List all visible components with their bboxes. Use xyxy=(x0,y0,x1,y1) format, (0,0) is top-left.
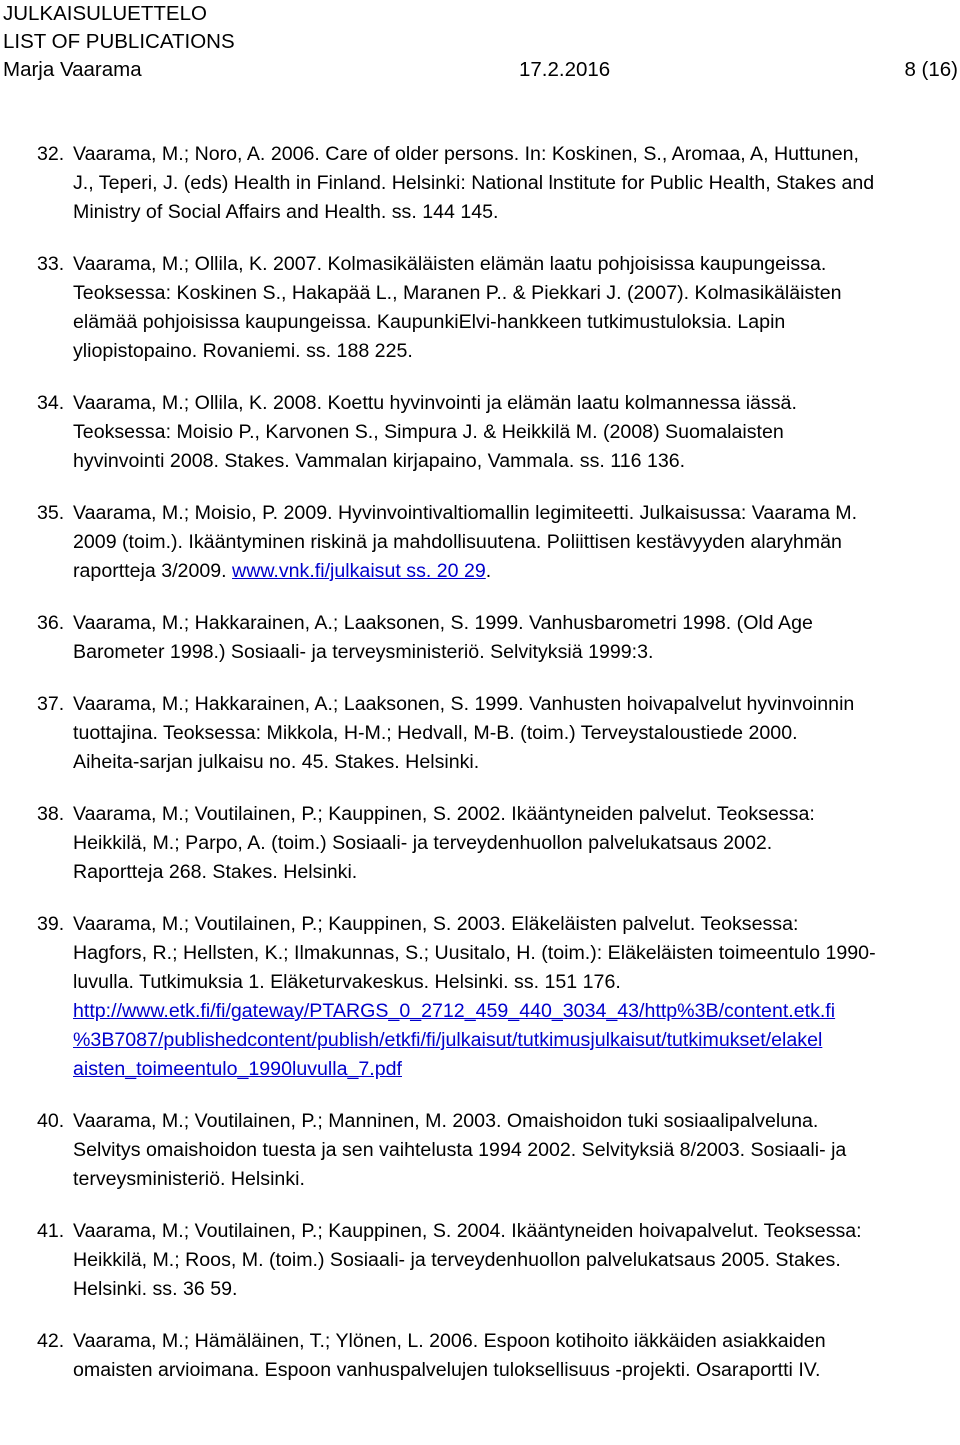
publication-number: 41. xyxy=(37,1220,65,1242)
publication-41 xyxy=(37,1217,957,1304)
publication-number: 42. xyxy=(37,1330,65,1352)
publication-35 xyxy=(37,499,957,586)
publication-line: luvulla. Tutkimuksia 1. Eläketurvakeskus. Helsinki. ss. 151 176. xyxy=(73,971,621,993)
publication-line: Vaarama, M.; Voutilainen, P.; Kauppinen, S. 2003. Eläkeläisten palvelut. Teoksessa: xyxy=(73,913,799,935)
header-meta-row xyxy=(3,56,958,84)
publication-line: Teoksessa: Koskinen S., Hakapää L., Maranen P.. & Piekkari J. (2007). Kolmasikäläisten xyxy=(73,282,842,304)
publication-number: 32. xyxy=(37,143,65,165)
publication-line: 2009 (toim.). Ikääntyminen riskinä ja mahdollisuutena. Poliittisen kestävyyden alaryhmän xyxy=(73,531,842,553)
publication-line: Helsinki. ss. 36 59. xyxy=(73,1278,238,1300)
publication-line: Selvitys omaishoidon tuesta ja sen vaihtelusta 1994 2002. Selvityksiä 8/2003. Sosiaali- ja xyxy=(73,1139,847,1161)
publication-text: raportteja 3/2009. xyxy=(73,560,233,582)
publication-line: J., Teperi, J. (eds) Health in Finland. Helsinki: National lnstitute for Public Health, Stakes and xyxy=(73,172,875,194)
publication-line: Vaarama, M.; Hakkarainen, A.; Laaksonen, S. 1999. Vanhusbarometri 1998. (Old Age xyxy=(73,612,813,634)
publication-number: 40. xyxy=(37,1110,65,1132)
publication-line: Aiheita-sarjan julkaisu no. 45. Stakes. Helsinki. xyxy=(73,751,480,773)
publication-42 xyxy=(37,1327,957,1385)
publication-line: Raportteja 268. Stakes. Helsinki. xyxy=(73,861,358,883)
publication-line: Teoksessa: Moisio P., Karvonen S., Simpura J. & Heikkilä M. (2008) Suomalaisten xyxy=(73,421,784,443)
page-header xyxy=(3,0,958,84)
publication-number: 35. xyxy=(37,502,65,524)
publication-32 xyxy=(37,140,957,227)
publication-line: Vaarama, M.; Ollila, K. 2008. Koettu hyvinvointi ja elämän laatu kolmannessa iässä. xyxy=(73,392,797,414)
header-date: 17.2.2016 xyxy=(519,58,611,81)
publication-38 xyxy=(37,800,957,887)
publication-number: 37. xyxy=(37,693,65,715)
publication-36 xyxy=(37,609,957,667)
publication-number: 33. xyxy=(37,253,65,275)
header-author: Marja Vaarama xyxy=(3,58,142,81)
publication-line: yliopistopaino. Rovaniemi. ss. 188 225. xyxy=(73,340,413,362)
publication-line: tuottajina. Teoksessa: Mikkola, H-M.; Hedvall, M-B. (toim.) Terveystaloustiede 2000. xyxy=(73,722,798,744)
etk-link-line-2[interactable]: %3B7087/publishedcontent/publish/etkfi/fi/julkaisut/tutkimusjulkaisut/tutkimukset/elakel xyxy=(73,1029,823,1051)
publication-line: Vaarama, M.; Noro, A. 2006. Care of older persons. In: Koskinen, S., Aromaa, A, Huttunen, xyxy=(73,143,859,165)
etk-link-line-1[interactable]: http://www.etk.fi/fi/gateway/PTARGS_0_2712_459_440_3034_43/http%3B/content.etk.fi xyxy=(73,1000,836,1022)
publication-line: Heikkilä, M.; Parpo, A. (toim.) Sosiaali- ja terveydenhuollon palvelukatsaus 2002. xyxy=(73,832,773,854)
publication-line: Vaarama, M.; Hämäläinen, T.; Ylönen, L. 2006. Espoon kotihoito iäkkäiden asiakkaiden xyxy=(73,1330,826,1352)
publication-line xyxy=(73,557,957,586)
publication-number: 34. xyxy=(37,392,65,414)
publication-text: . xyxy=(485,560,492,582)
publication-line: Vaarama, M.; Hakkarainen, A.; Laaksonen, S. 1999. Vanhusten hoivapalvelut hyvinvoinnin xyxy=(73,693,855,715)
publication-line: Heikkilä, M.; Roos, M. (toim.) Sosiaali- ja terveydenhuollon palvelukatsaus 2005. Stakes. xyxy=(73,1249,841,1271)
publication-34 xyxy=(37,389,957,476)
publication-line: hyvinvointi 2008. Stakes. Vammalan kirjapaino, Vammala. ss. 116 136. xyxy=(73,450,686,472)
publication-number: 38. xyxy=(37,803,65,825)
publication-line: omaisten arvioimana. Espoon vanhuspalvelujen tuloksellisuus -projekti. Osaraportti IV. xyxy=(73,1359,821,1381)
publication-39 xyxy=(37,910,957,1084)
publication-list xyxy=(37,140,957,1385)
publication-line: Vaarama, M.; Voutilainen, P.; Kauppinen, S. 2002. Ikääntyneiden palvelut. Teoksessa: xyxy=(73,803,815,825)
etk-link-line-3[interactable]: aisten_toimeentulo_1990luvulla_7.pdf xyxy=(73,1058,402,1080)
vnk-link[interactable]: www.vnk.fi/julkaisut ss. 20 29 xyxy=(232,560,486,582)
publication-line: Vaarama, M.; Ollila, K. 2007. Kolmasikäläisten elämän laatu pohjoisissa kaupungeissa. xyxy=(73,253,827,275)
publication-line: Barometer 1998.) Sosiaali- ja terveysministeriö. Selvityksiä 1999:3. xyxy=(73,641,654,663)
publication-number: 36. xyxy=(37,612,65,634)
header-title-fi: JULKAISULUETTELO xyxy=(3,2,207,25)
publication-number: 39. xyxy=(37,913,65,935)
publication-line: elämää pohjoisissa kaupungeissa. KaupunkiElvi-hankkeen tutkimustuloksia. Lapin xyxy=(73,311,786,333)
publication-33 xyxy=(37,250,957,366)
publication-line: Vaarama, M.; Moisio, P. 2009. Hyvinvointivaltiomallin legimiteetti. Julkaisussa: Vaarama M. xyxy=(73,502,858,524)
publication-line: Vaarama, M.; Voutilainen, P.; Manninen, M. 2003. Omaishoidon tuki sosiaalipalveluna. xyxy=(73,1110,819,1132)
publication-line: terveysministeriö. Helsinki. xyxy=(73,1168,305,1190)
publication-line: Hagfors, R.; Hellsten, K.; Ilmakunnas, S.; Uusitalo, H. (toim.): Eläkeläisten toimeentulo 1990- xyxy=(73,942,876,964)
publication-line: Ministry of Social Affairs and Health. ss. 144 145. xyxy=(73,201,499,223)
publication-40 xyxy=(37,1107,957,1194)
header-page-number: 8 (16) xyxy=(904,58,958,81)
publication-37 xyxy=(37,690,957,777)
publication-line: Vaarama, M.; Voutilainen, P.; Kauppinen, S. 2004. Ikääntyneiden hoivapalvelut. Teoksessa: xyxy=(73,1220,862,1242)
header-title-en: LIST OF PUBLICATIONS xyxy=(3,30,235,53)
